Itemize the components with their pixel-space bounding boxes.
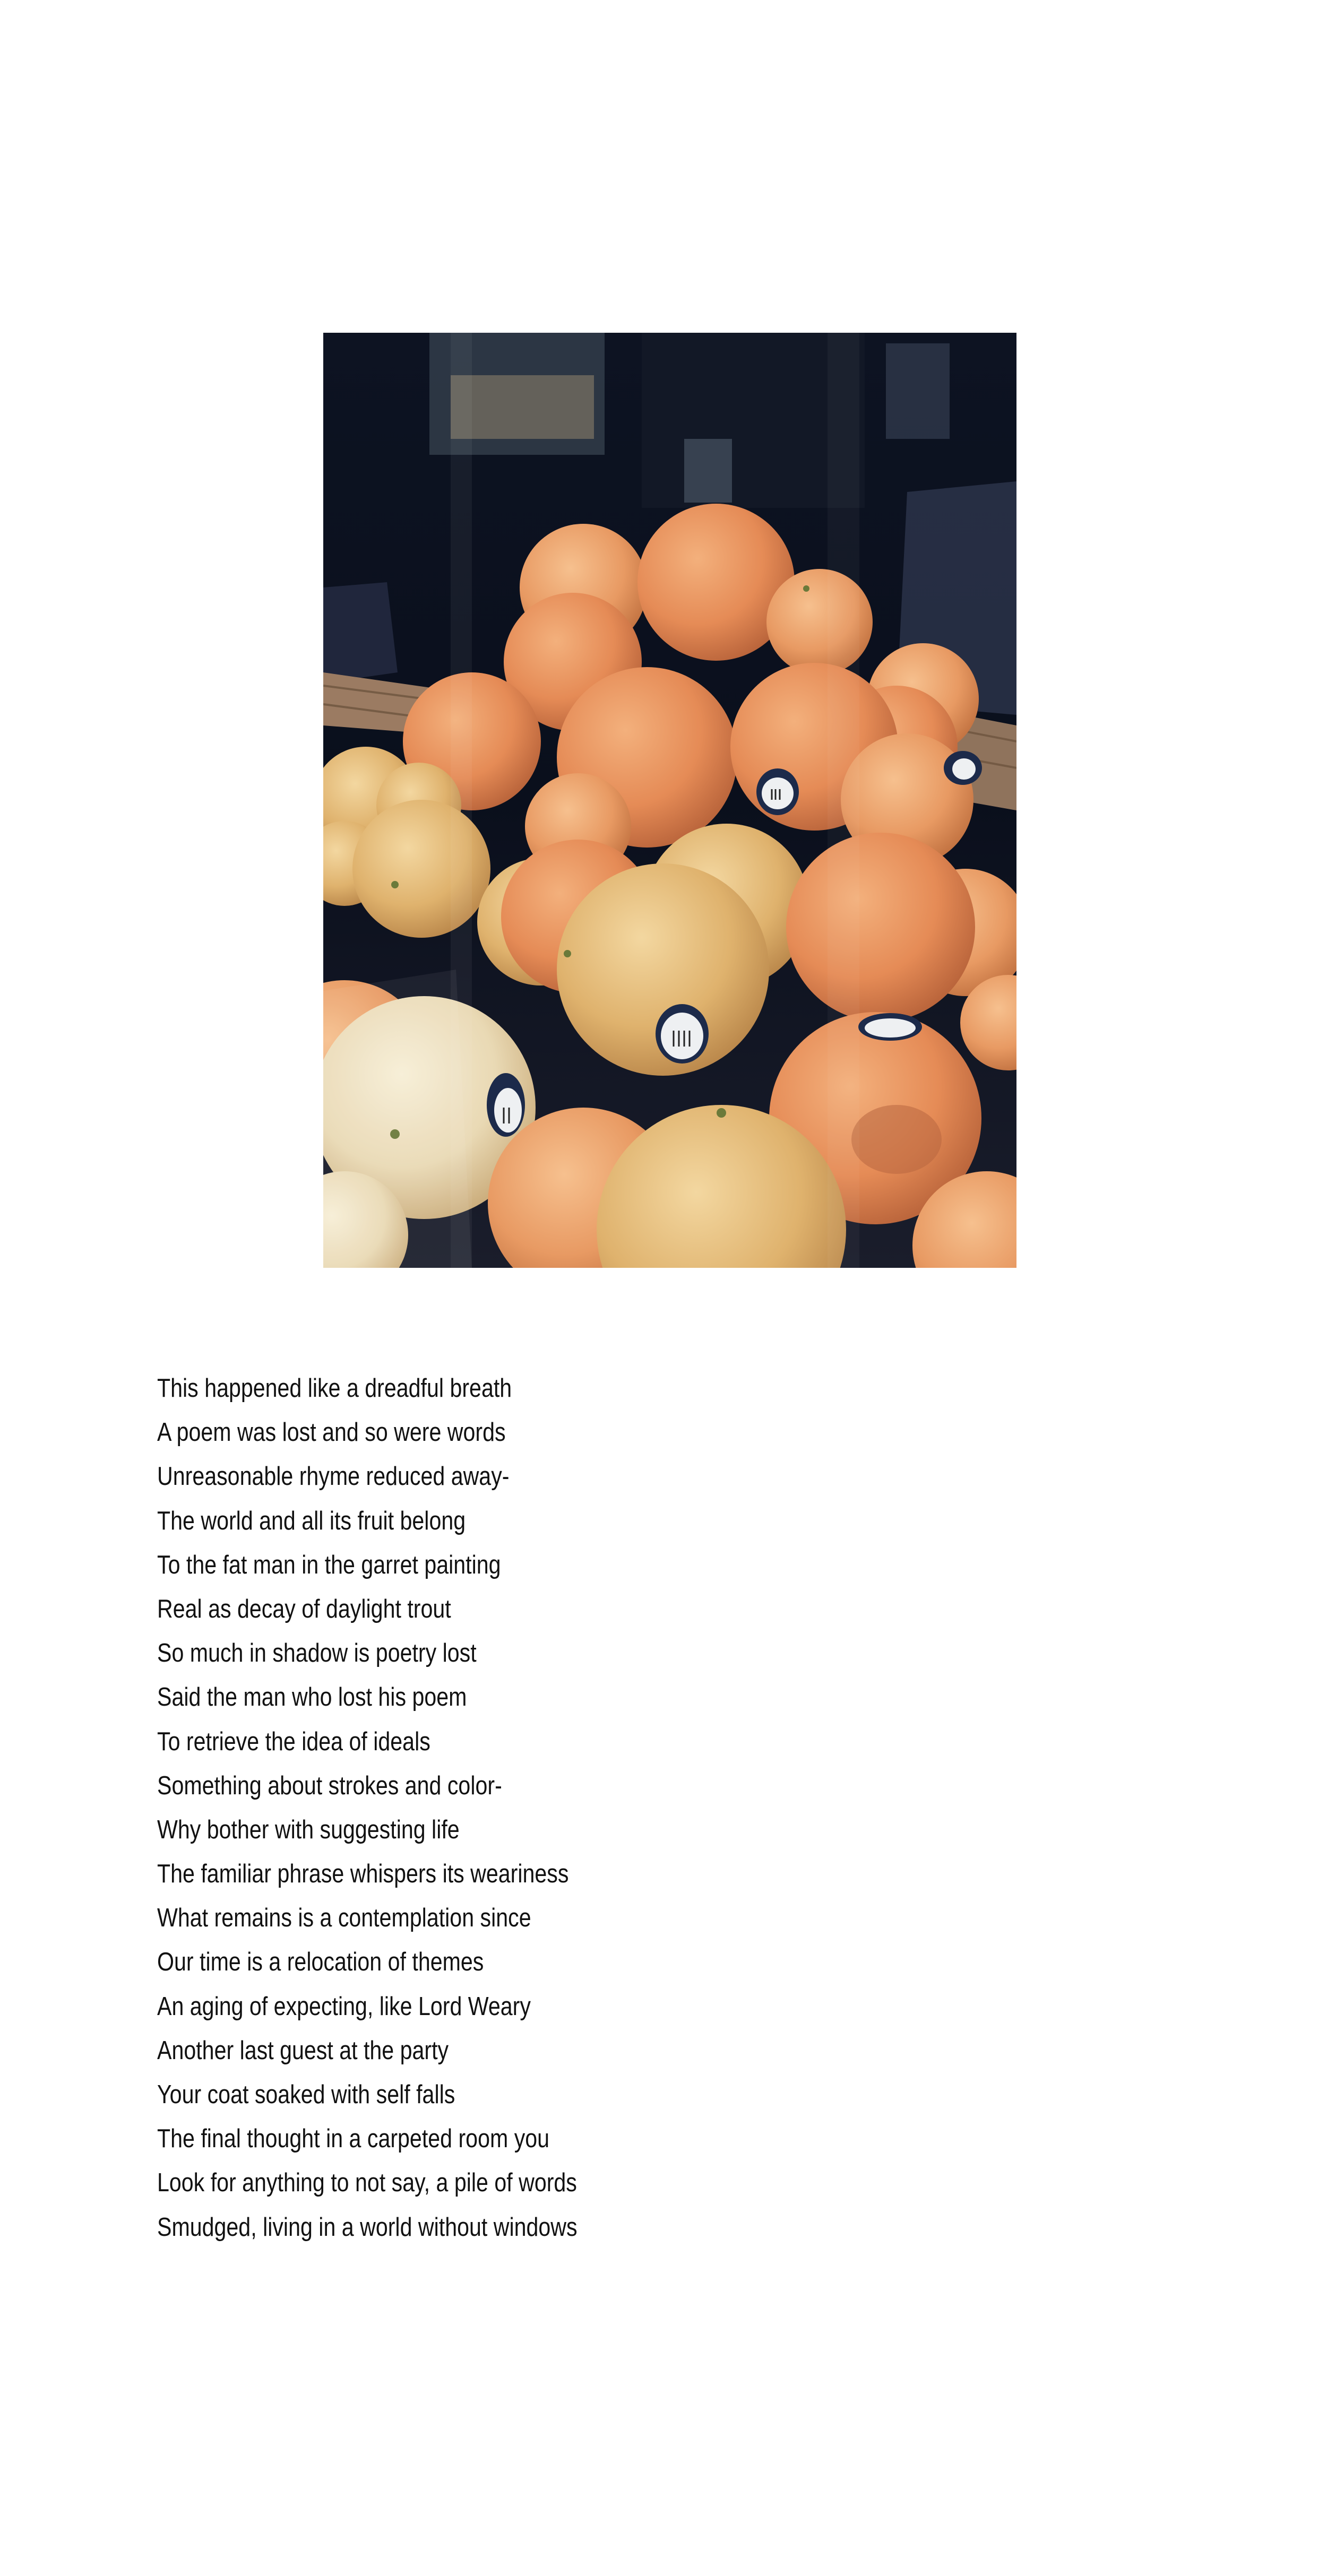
- poem-line: This happened like a dreadful breath: [157, 1374, 512, 1403]
- poem-line: So much in shadow is poetry lost: [157, 1639, 477, 1668]
- poem: [157, 1367, 960, 2250]
- poem-line: The final thought in a carpeted room you: [157, 2124, 550, 2154]
- poem-line: Our time is a relocation of themes: [157, 1948, 484, 1977]
- poem-line: To the fat man in the garret painting: [157, 1550, 501, 1579]
- poem-line: Something about strokes and color-: [157, 1771, 502, 1800]
- poem-line: An aging of expecting, like Lord Weary: [157, 1992, 531, 2021]
- fruit-photo: [323, 333, 1016, 1268]
- fruit-photo-illustration: [323, 333, 1016, 1268]
- poem-line: Why bother with suggesting life: [157, 1815, 460, 1844]
- poem-line: Said the man who lost his poem: [157, 1683, 467, 1712]
- poem-line: Smudged, living in a world without windows: [157, 2212, 578, 2242]
- poem-line: Real as decay of daylight trout: [157, 1594, 451, 1623]
- poem-line: What remains is a contemplation since: [157, 1904, 531, 1933]
- poem-line: The familiar phrase whispers its weariness: [157, 1860, 569, 1889]
- poem-line: Look for anything to not say, a pile of words: [157, 2168, 577, 2198]
- poem-line: Your coat soaked with self falls: [157, 2080, 455, 2109]
- poem-line: A poem was lost and so were words: [157, 1418, 506, 1447]
- poem-line: The world and all its fruit belong: [157, 1506, 466, 1535]
- poem-line: To retrieve the idea of ideals: [157, 1727, 430, 1756]
- poem-line: Unreasonable rhyme reduced away-: [157, 1462, 510, 1491]
- poem-line: Another last guest at the party: [157, 2036, 449, 2065]
